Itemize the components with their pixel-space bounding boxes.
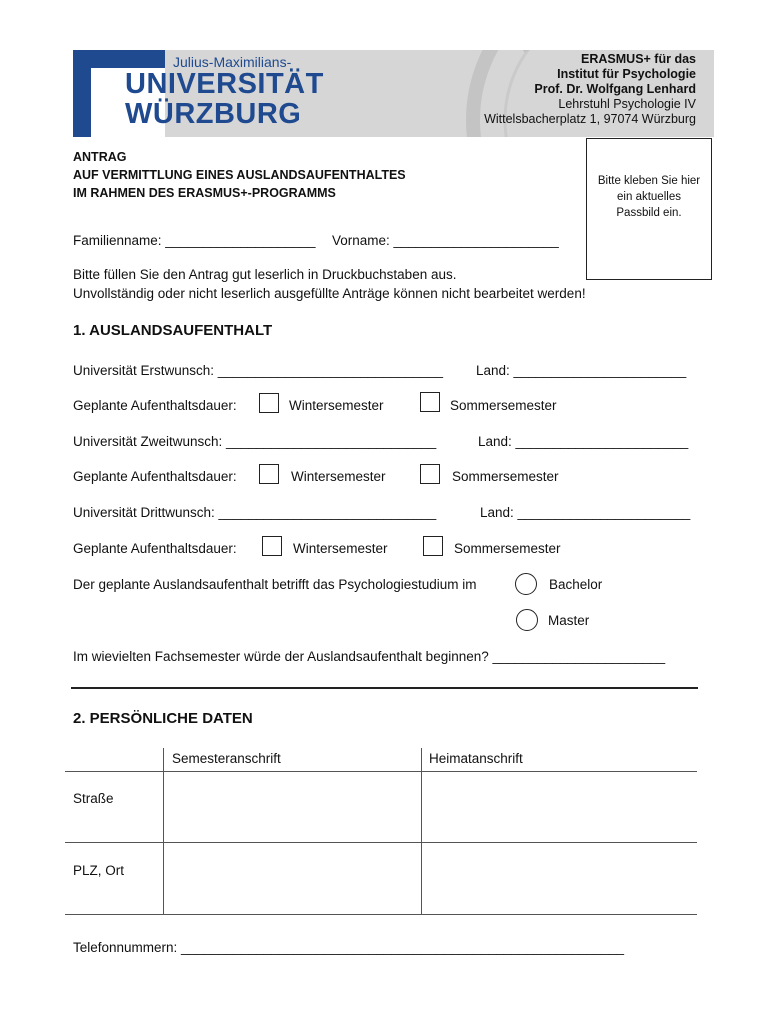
semester-question-field[interactable]: Im wievielten Fachsemester würde der Auslandsaufenthalt beginnen? _______________________ <box>73 649 666 664</box>
land1-field[interactable]: Land: _______________________ <box>476 363 687 378</box>
telefon-field[interactable]: Telefonnummern: ___________________________________________________________ <box>73 940 625 955</box>
title-line1: ANTRAG <box>73 150 127 164</box>
bachelor-radio[interactable] <box>515 573 537 595</box>
instruction-line1: Bitte füllen Sie den Antrag gut leserlich in Druckbuchstaben aus. <box>73 267 457 282</box>
plz-semester-cell[interactable] <box>164 843 421 914</box>
drittwunsch-field[interactable]: Universität Drittwunsch: _____________________________ <box>73 505 437 520</box>
sommer2-label: Sommersemester <box>452 469 559 484</box>
address-line5: Wittelsbacherplatz 1, 97074 Würzburg <box>484 112 696 126</box>
address-block <box>484 52 696 127</box>
photo-text-2: ein aktuelles <box>617 191 681 203</box>
winter1-label: Wintersemester <box>289 398 384 413</box>
sommer2-checkbox[interactable] <box>420 464 440 484</box>
address-line4: Lehrstuhl Psychologie IV <box>558 97 696 111</box>
master-label: Master <box>548 613 590 628</box>
winter2-label: Wintersemester <box>291 469 386 484</box>
vorname-field[interactable]: Vorname: ______________________ <box>332 233 559 248</box>
address-line1: ERASMUS+ für das <box>581 52 696 66</box>
address-line2: Institut für Psychologie <box>557 67 696 81</box>
land3-field[interactable]: Land: _______________________ <box>480 505 691 520</box>
table-line-bottom <box>65 914 697 915</box>
sommer1-checkbox[interactable] <box>420 392 440 412</box>
erstwunsch-field[interactable]: Universität Erstwunsch: ______________________________ <box>73 363 444 378</box>
section2-heading: 2. PERSÖNLICHE DATEN <box>73 710 253 727</box>
logo-line2: WÜRZBURG <box>125 98 302 130</box>
section1-heading: 1. AUSLANDSAUFENTHALT <box>73 322 273 339</box>
duration1-label: Geplante Aufenthaltsdauer: <box>73 398 237 413</box>
sommer3-checkbox[interactable] <box>423 536 443 556</box>
strasse-heimat-cell[interactable] <box>422 772 697 842</box>
winter2-checkbox[interactable] <box>259 464 279 484</box>
winter1-checkbox[interactable] <box>259 393 279 413</box>
passport-photo-box <box>586 138 712 280</box>
title-line3: IM RAHMEN DES ERASMUS+-PROGRAMMS <box>73 186 336 200</box>
row-strasse: Straße <box>73 791 114 806</box>
bachelor-label: Bachelor <box>549 577 603 592</box>
row-plz-ort: PLZ, Ort <box>73 863 125 878</box>
land2-field[interactable]: Land: _______________________ <box>478 434 689 449</box>
col-heimatanschrift: Heimatanschrift <box>429 751 523 766</box>
study-question: Der geplante Auslandsaufenthalt betrifft das Psychologiestudium im <box>73 577 477 592</box>
winter3-checkbox[interactable] <box>262 536 282 556</box>
winter3-label: Wintersemester <box>293 541 388 556</box>
duration2-label: Geplante Aufenthaltsdauer: <box>73 469 237 484</box>
section-divider <box>71 687 698 689</box>
address-line3: Prof. Dr. Wolfgang Lenhard <box>534 82 696 96</box>
instruction-line2: Unvollständig oder nicht leserlich ausgefüllte Anträge können nicht bearbeitet werden! <box>73 286 586 301</box>
logo-line1: UNIVERSITÄT <box>125 68 324 100</box>
title-line2: AUF VERMITTLUNG EINES AUSLANDSAUFENTHALTES <box>73 168 406 182</box>
master-radio[interactable] <box>516 609 538 631</box>
photo-text-1: Bitte kleben Sie hier <box>597 175 701 187</box>
photo-text-3: Passbild ein. <box>616 207 682 219</box>
col-semesteranschrift: Semesteranschrift <box>172 751 281 766</box>
plz-heimat-cell[interactable] <box>422 843 697 914</box>
sommer3-label: Sommersemester <box>454 541 561 556</box>
form-title <box>73 148 406 202</box>
logo-top-text: Julius-Maximilians- <box>173 54 292 70</box>
header-banner <box>73 50 714 137</box>
familienname-field[interactable]: Familienname: ____________________ <box>73 233 316 248</box>
strasse-semester-cell[interactable] <box>164 772 421 842</box>
zweitwunsch-field[interactable]: Universität Zweitwunsch: ____________________________ <box>73 434 437 449</box>
duration3-label: Geplante Aufenthaltsdauer: <box>73 541 237 556</box>
sommer1-label: Sommersemester <box>450 398 557 413</box>
